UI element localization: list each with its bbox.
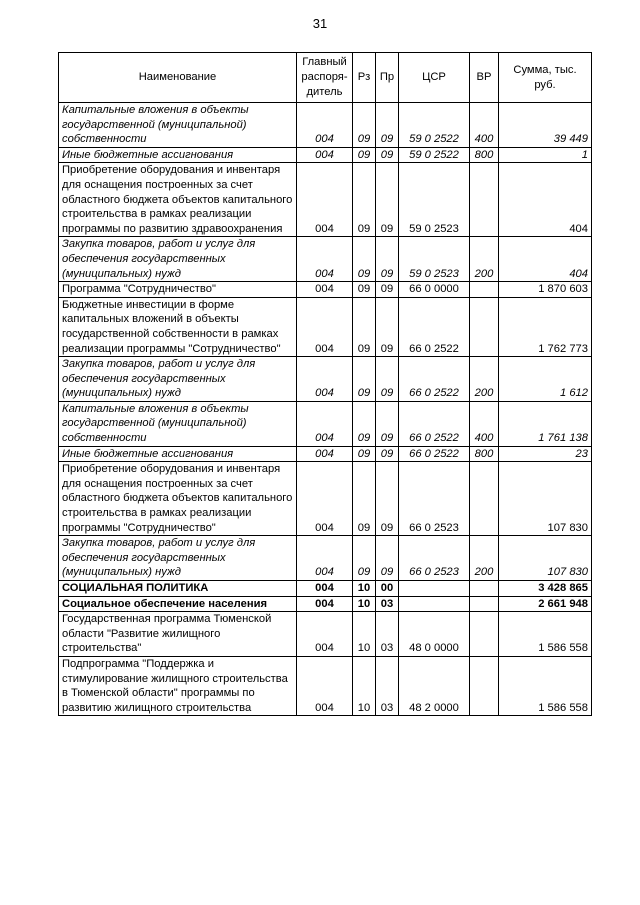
cell-vr <box>470 282 499 298</box>
cell-vr <box>470 581 499 597</box>
cell-rz: 10 <box>353 581 376 597</box>
cell-pr: 03 <box>376 612 399 657</box>
cell-admin: 004 <box>297 446 353 462</box>
cell-sum: 1 586 558 <box>499 656 592 715</box>
cell-pr: 09 <box>376 282 399 298</box>
cell-vr: 400 <box>470 103 499 148</box>
header-vr: ВР <box>470 53 499 103</box>
cell-rz: 09 <box>353 446 376 462</box>
cell-vr <box>470 612 499 657</box>
cell-vr <box>470 596 499 612</box>
cell-csr: 66 0 2522 <box>399 357 470 402</box>
cell-csr: 66 0 2523 <box>399 536 470 581</box>
cell-sum: 1 612 <box>499 357 592 402</box>
cell-vr: 400 <box>470 401 499 446</box>
header-sum: Сумма, тыс. руб. <box>499 53 592 103</box>
cell-name: Капитальные вложения в объекты государственной (муниципальной) собственности <box>59 103 297 148</box>
cell-csr: 59 0 2522 <box>399 147 470 163</box>
cell-sum: 1 761 138 <box>499 401 592 446</box>
cell-name: Приобретение оборудования и инвентаря для оснащения построенных за счет областного бюджета объектов капитального строительства в рамках реализации программы "Сотрудничество" <box>59 462 297 536</box>
cell-admin: 004 <box>297 103 353 148</box>
cell-rz: 09 <box>353 147 376 163</box>
cell-pr: 03 <box>376 656 399 715</box>
cell-sum: 404 <box>499 163 592 237</box>
cell-admin: 004 <box>297 596 353 612</box>
header-admin: Главный распоря-дитель <box>297 53 353 103</box>
cell-rz: 10 <box>353 612 376 657</box>
cell-vr <box>470 163 499 237</box>
cell-name: Капитальные вложения в объекты государственной (муниципальной) собственности <box>59 401 297 446</box>
cell-admin: 004 <box>297 612 353 657</box>
cell-admin: 004 <box>297 147 353 163</box>
cell-sum: 3 428 865 <box>499 581 592 597</box>
cell-pr: 09 <box>376 237 399 282</box>
cell-csr: 66 0 2522 <box>399 401 470 446</box>
header-csr: ЦСР <box>399 53 470 103</box>
cell-name: Государственная программа Тюменской области "Развитие жилищного строительства" <box>59 612 297 657</box>
cell-sum: 404 <box>499 237 592 282</box>
cell-name: Программа "Сотрудничество" <box>59 282 297 298</box>
cell-sum: 107 830 <box>499 536 592 581</box>
cell-csr: 48 2 0000 <box>399 656 470 715</box>
table-row <box>59 237 592 282</box>
cell-admin: 004 <box>297 401 353 446</box>
cell-sum: 2 661 948 <box>499 596 592 612</box>
cell-rz: 09 <box>353 357 376 402</box>
cell-csr: 66 0 2523 <box>399 462 470 536</box>
cell-name: Закупка товаров, работ и услуг для обеспечения государственных (муниципальных) нужд <box>59 536 297 581</box>
cell-rz: 09 <box>353 282 376 298</box>
cell-name: СОЦИАЛЬНАЯ ПОЛИТИКА <box>59 581 297 597</box>
table-row <box>59 103 592 148</box>
cell-name: Закупка товаров, работ и услуг для обеспечения государственных (муниципальных) нужд <box>59 357 297 402</box>
cell-vr: 800 <box>470 446 499 462</box>
cell-name: Бюджетные инвестиции в форме капитальных вложений в объекты государственной собственности в рамках реализации программы "Сотрудничество" <box>59 297 297 356</box>
cell-pr: 09 <box>376 357 399 402</box>
cell-vr <box>470 656 499 715</box>
cell-rz: 09 <box>353 401 376 446</box>
cell-admin: 004 <box>297 656 353 715</box>
table-row <box>59 357 592 402</box>
cell-name: Социальное обеспечение населения <box>59 596 297 612</box>
cell-sum: 1 762 773 <box>499 297 592 356</box>
table-row <box>59 297 592 356</box>
cell-vr <box>470 297 499 356</box>
header-pr: Пр <box>376 53 399 103</box>
page-number: 31 <box>312 16 328 31</box>
cell-rz: 09 <box>353 163 376 237</box>
cell-csr <box>399 596 470 612</box>
cell-rz: 09 <box>353 103 376 148</box>
cell-pr: 09 <box>376 401 399 446</box>
cell-vr: 200 <box>470 357 499 402</box>
cell-csr: 48 0 0000 <box>399 612 470 657</box>
cell-rz: 10 <box>353 656 376 715</box>
cell-pr: 09 <box>376 297 399 356</box>
cell-vr: 200 <box>470 536 499 581</box>
table-row <box>59 596 592 612</box>
table-row <box>59 401 592 446</box>
cell-pr: 09 <box>376 462 399 536</box>
cell-admin: 004 <box>297 237 353 282</box>
cell-pr: 03 <box>376 596 399 612</box>
cell-admin: 004 <box>297 536 353 581</box>
cell-sum: 1 586 558 <box>499 612 592 657</box>
table-header-row <box>59 53 592 103</box>
cell-rz: 09 <box>353 237 376 282</box>
cell-pr: 09 <box>376 446 399 462</box>
table-row <box>59 581 592 597</box>
cell-sum: 107 830 <box>499 462 592 536</box>
cell-admin: 004 <box>297 581 353 597</box>
cell-name: Приобретение оборудования и инвентаря для оснащения построенных за счет областного бюджета объектов капитального строительства в рамках реализации программы по развитию здравоохранения <box>59 163 297 237</box>
cell-rz: 09 <box>353 297 376 356</box>
table-row <box>59 163 592 237</box>
header-name: Наименование <box>59 53 297 103</box>
cell-csr: 59 0 2523 <box>399 163 470 237</box>
table-row <box>59 462 592 536</box>
cell-admin: 004 <box>297 357 353 402</box>
cell-pr: 09 <box>376 103 399 148</box>
cell-sum: 23 <box>499 446 592 462</box>
table-row <box>59 656 592 715</box>
cell-rz: 09 <box>353 536 376 581</box>
cell-admin: 004 <box>297 163 353 237</box>
table-row <box>59 612 592 657</box>
cell-csr: 59 0 2522 <box>399 103 470 148</box>
cell-csr <box>399 581 470 597</box>
cell-sum: 39 449 <box>499 103 592 148</box>
cell-vr: 800 <box>470 147 499 163</box>
cell-csr: 59 0 2523 <box>399 237 470 282</box>
cell-sum: 1 <box>499 147 592 163</box>
cell-vr: 200 <box>470 237 499 282</box>
cell-vr <box>470 462 499 536</box>
table-row <box>59 446 592 462</box>
cell-csr: 66 0 0000 <box>399 282 470 298</box>
table-row <box>59 282 592 298</box>
cell-admin: 004 <box>297 462 353 536</box>
cell-rz: 09 <box>353 462 376 536</box>
cell-pr: 09 <box>376 163 399 237</box>
table-row <box>59 147 592 163</box>
cell-name: Иные бюджетные ассигнования <box>59 446 297 462</box>
cell-name: Подпрограмма "Поддержка и стимулирование жилищного строительства в Тюменской области" программы по развитию жилищного строительства <box>59 656 297 715</box>
cell-csr: 66 0 2522 <box>399 297 470 356</box>
cell-pr: 00 <box>376 581 399 597</box>
cell-admin: 004 <box>297 297 353 356</box>
budget-table <box>58 52 592 716</box>
header-rz: Рз <box>353 53 376 103</box>
table-row <box>59 536 592 581</box>
cell-pr: 09 <box>376 147 399 163</box>
cell-name: Закупка товаров, работ и услуг для обеспечения государственных (муниципальных) нужд <box>59 237 297 282</box>
cell-rz: 10 <box>353 596 376 612</box>
cell-pr: 09 <box>376 536 399 581</box>
cell-csr: 66 0 2522 <box>399 446 470 462</box>
cell-sum: 1 870 603 <box>499 282 592 298</box>
cell-name: Иные бюджетные ассигнования <box>59 147 297 163</box>
cell-admin: 004 <box>297 282 353 298</box>
